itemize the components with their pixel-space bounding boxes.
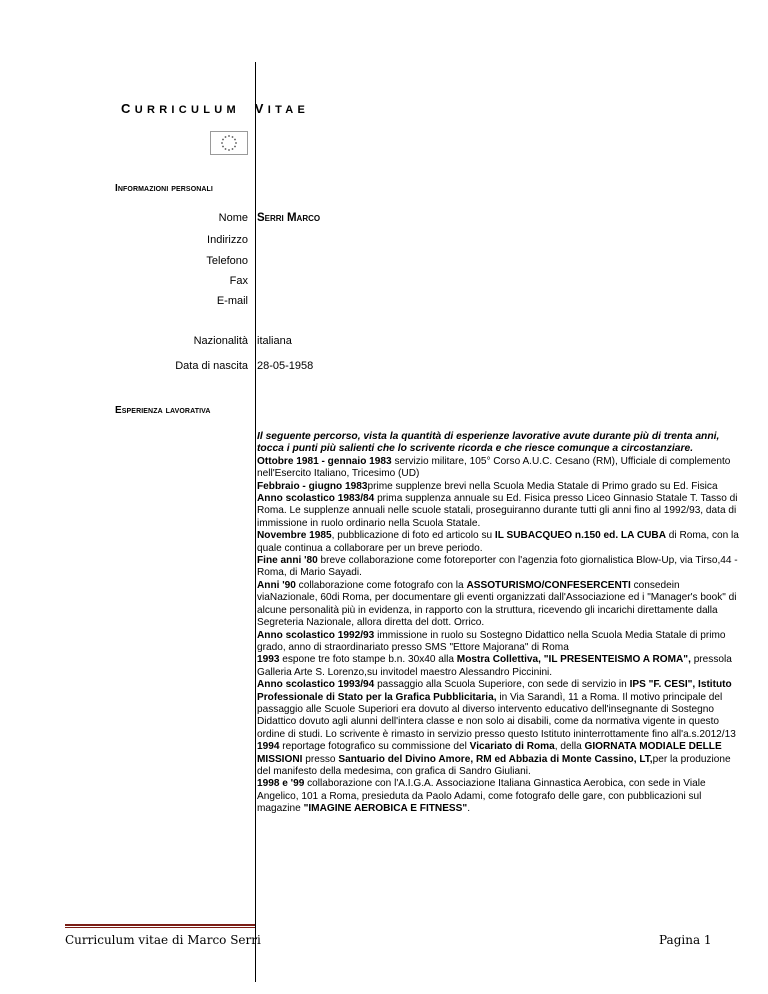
footer-page-number: Pagina 1 — [659, 933, 712, 947]
experience-entry — [257, 679, 739, 741]
entry-text: presso — [302, 753, 339, 765]
entry-bold-text: 1998 e '99 — [257, 778, 305, 790]
entry-text: espone tre foto stampe b.n. 30x40 alla — [279, 654, 457, 666]
entry-bold-text: 1993 — [257, 654, 280, 666]
experience-body — [257, 431, 739, 816]
experience-entry — [257, 530, 739, 555]
entry-text: breve collaborazione come fotoreporter con l'agenzia foto giornalistica Blow-Up, via Tirso,44 - Roma, di Mario Sayadi. — [257, 555, 738, 579]
name-value: Serri Marco — [257, 212, 321, 224]
entry-text: pressola Galleria Arte S. Lorenzo,su invitodel maestro Alessandro Piccinini. — [257, 654, 732, 678]
entry-bold-text: Vicariato di Roma — [469, 741, 555, 753]
birth-date-value: 28-05-1958 — [257, 360, 314, 372]
entry-bold-text: Anno scolastico 1992/93 — [257, 629, 375, 641]
entry-text: reportage fotografico su commissione del — [279, 741, 470, 753]
entry-bold-text: Anno scolastico 1983/84 — [257, 493, 375, 505]
experience-entries — [257, 456, 739, 816]
entry-text: prime supplenze brevi nella Scuola Media Statale di Primo grado su Ed. Fisica — [367, 480, 718, 492]
experience-entry — [257, 654, 739, 679]
entry-text: , della — [554, 741, 585, 753]
phone-label: Telefono — [206, 255, 248, 267]
footer-rule — [65, 924, 255, 926]
title-v-initial: V — [254, 101, 268, 116]
entry-text: di Roma, con la quale continua a collaborare per un breve periodo. — [257, 530, 739, 554]
entry-bold-text: IL SUBACQUEO n.150 ed. LA CUBA — [494, 530, 666, 542]
entry-text: , pubblicazione di foto ed articolo su — [331, 530, 495, 542]
vertical-divider — [255, 62, 256, 982]
birth-date-label: Data di nascita — [175, 360, 248, 372]
entry-bold-text: IPS "F. CESI", Istituto Professionale di Stato per la Grafica Pubblicitaria, — [257, 679, 732, 703]
title-initial: C — [121, 101, 135, 116]
entry-text: prima supplenza annuale su Ed. Fisica presso Liceo Ginnasio Statale T. Tasso di Roma. Le supplenze annuali nelle scuole statali, proseguiranno durante tutti gli anni fino al 1992/93, data di immissione in ruolo ordinario nella Scuola Statale. — [257, 493, 738, 529]
eu-stars-icon — [211, 132, 247, 154]
entry-text: collaborazione come fotografo con la — [295, 579, 467, 591]
entry-text: in Via Sarandì, 11 a Roma. Il motivo principale del passaggio alle Scuole Superiori era dovuto al diverso intervento educativo dell'insegnante di Sostegno Didattico dovuto agli alunni dell'intera classe e non solo ai disabili, come da normativa vigente in questo ordine di studi. Lo scrivente è rimasto in servizio presso questo Istituto ininterrottamente fino all'a.s.2012/13 — [257, 691, 736, 740]
document-title — [121, 101, 309, 116]
entry-text: passaggio alla Scuola Superiore, con sede di servizio in — [374, 679, 630, 691]
entry-text: consedein viaNazionale, 60di Roma, per documentare gli eventi organizzati dall'Associazione ed i "Manager's book" di alcune personalità più in evidenza, in rapporto con la struttura, ricevendo gli incarichi direttamente dalla Segreteria Nazionale, allora diretta del dott. Orrico. — [257, 579, 737, 629]
entry-bold-text: Anno scolastico 1993/94 — [257, 679, 375, 691]
experience-entry — [257, 493, 739, 530]
address-label: Indirizzo — [207, 234, 248, 246]
entry-bold-text: "IMAGINE AEROBICA E FITNESS" — [303, 803, 468, 815]
experience-entry — [257, 778, 739, 815]
experience-entry — [257, 741, 739, 778]
entry-text: collaborazione con l'A.I.G.A. Associazione Italiana Ginnastica Aerobica, con sede in Viale Angelico, 101 a Roma, presieduta da Paolo Adami, come fotografo delle gare, con pubblicazioni sul magazine — [257, 778, 706, 815]
work-experience-heading: Esperienza lavorativa — [115, 405, 211, 416]
eu-flag-icon — [210, 131, 248, 155]
experience-entry — [257, 481, 739, 493]
footer-rule-thin — [65, 927, 255, 928]
experience-entry — [257, 580, 739, 630]
experience-entry — [257, 630, 739, 655]
experience-entry — [257, 456, 739, 481]
entry-text: servizio militare, 105° Corso A.U.C. Cesano (RM), Ufficiale di complemento nell'Esercito Italiano, Tricesimo (UD) — [257, 455, 731, 480]
entry-bold-text: Febbraio - giugno 1983 — [257, 480, 368, 492]
name-label: Nome — [218, 212, 248, 224]
entry-text: . — [467, 803, 470, 815]
footer-doc-title: Curriculum vitae di Marco Serri — [65, 933, 261, 947]
entry-text: immissione in ruolo su Sostegno Didattico nella Scuola Media Statale di primo grado, anno di straordinariato presso SMS "Ettore Majorana" di Roma — [257, 629, 726, 653]
entry-bold-text: Novembre 1985 — [257, 530, 332, 542]
entry-text: per la produzione del manifesto della medesima, con grafica di Sandro Giuliani. — [257, 753, 731, 777]
title-rest: URRICULUM — [134, 104, 241, 116]
experience-intro: Il seguente percorso, vista la quantità di esperienze lavorative avute durante più di trenta anni, tocca i punti più salienti che lo scrivente ricorda e che riesce comunque a circostanziare. — [257, 431, 720, 455]
personal-info-heading: Informazioni personali — [115, 183, 213, 194]
entry-bold-text: Fine anni '80 — [257, 555, 318, 567]
entry-bold-text: Anni '90 — [257, 579, 296, 591]
nationality-label: Nazionalità — [193, 335, 248, 347]
entry-bold-text: 1994 — [257, 741, 280, 753]
title-v-rest: ITAE — [267, 104, 310, 116]
entry-bold-text: Ottobre 1981 - gennaio 1983 — [257, 455, 392, 467]
entry-bold-text: ASSOTURISMO/CONFESERCENTI — [466, 579, 631, 591]
entry-bold-text: GIORNATA MODIALE DELLE MISSIONI — [257, 741, 722, 765]
nationality-value: italiana — [257, 335, 292, 347]
entry-bold-text: Santuario del Divino Amore, RM ed Abbazia di Monte Cassino, LT, — [338, 753, 653, 765]
entry-bold-text: Mostra Collettiva, "IL PRESENTEISMO A ROMA", — [456, 654, 691, 666]
experience-entry — [257, 555, 739, 580]
email-label: E-mail — [216, 295, 248, 307]
fax-label: Fax — [229, 275, 248, 287]
